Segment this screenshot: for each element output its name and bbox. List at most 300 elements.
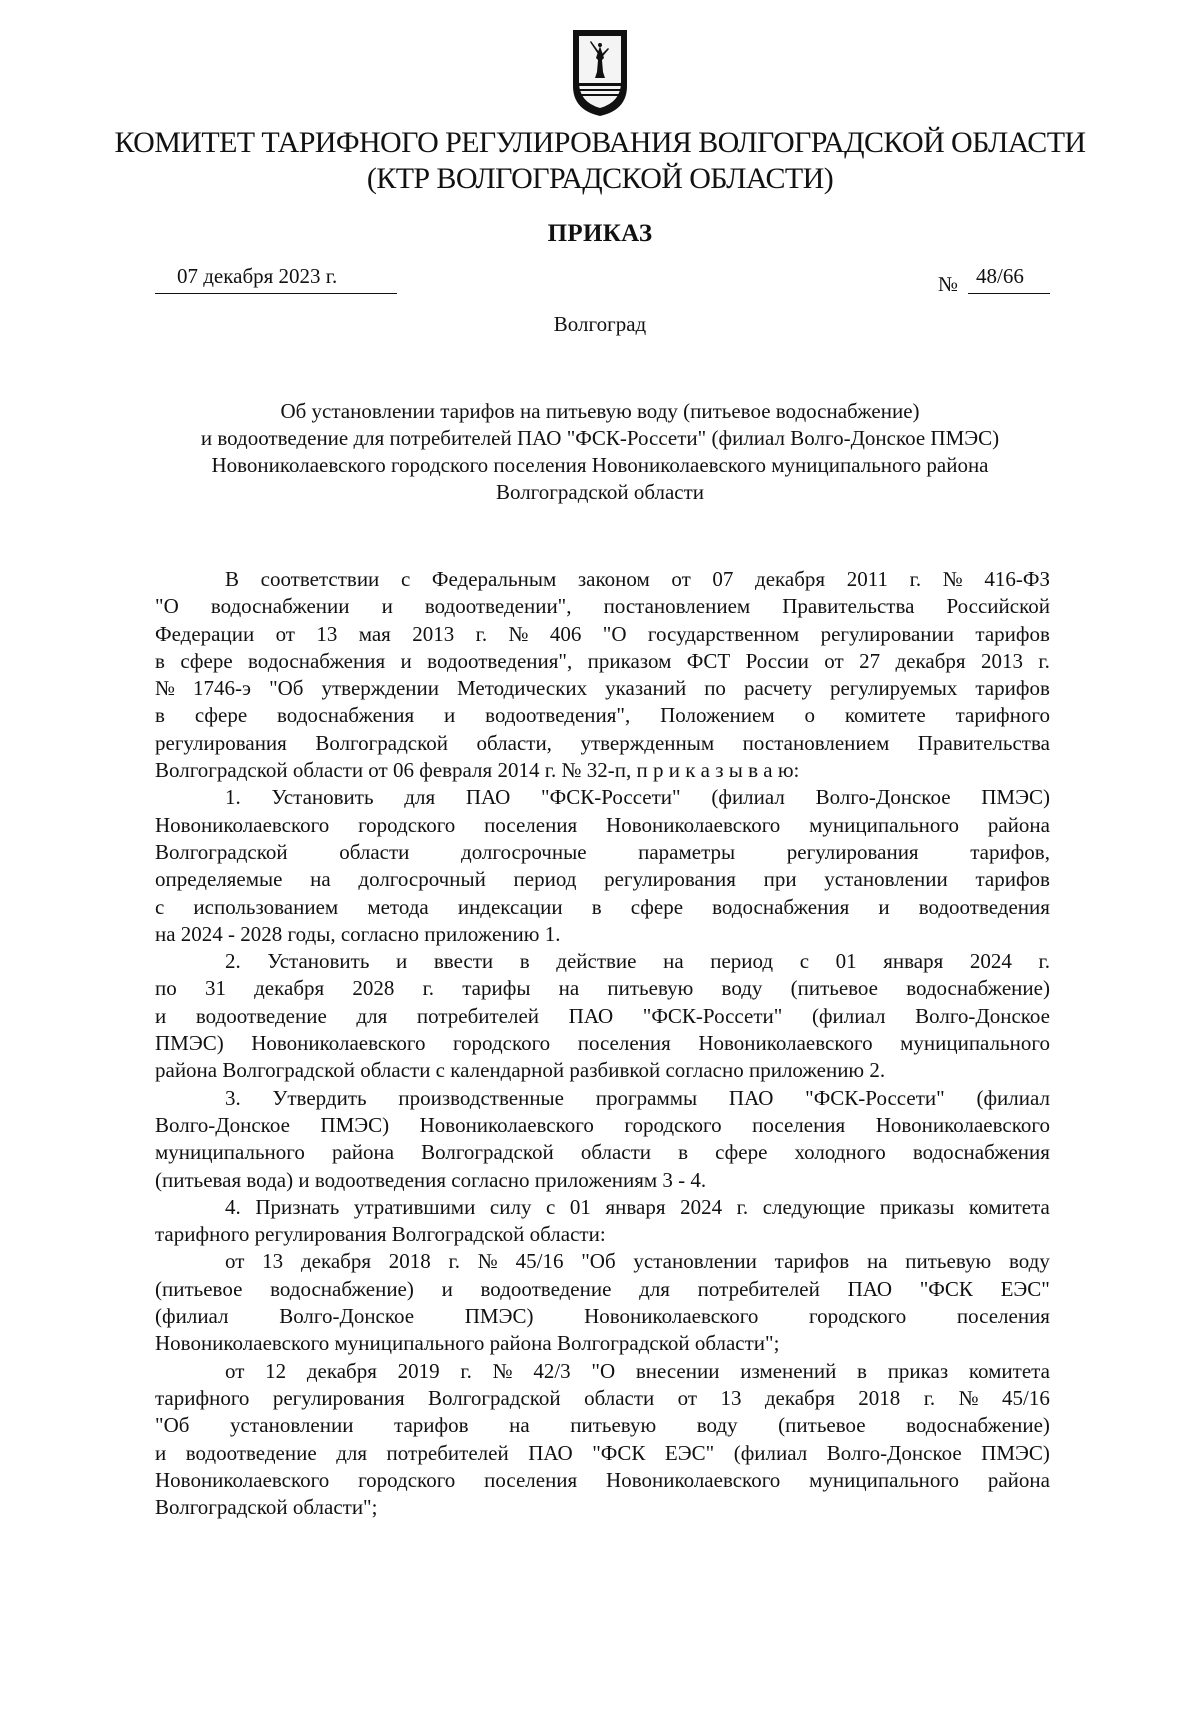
body-word: Новониколаевского [584,1304,759,1329]
body-line [155,839,1050,866]
body-word: 31 [204,976,226,1001]
body-word: № [942,567,963,591]
body-word: городского [358,1467,456,1492]
body-word: утверждении [321,676,440,701]
body-word: (филиал [711,785,785,810]
body-word: г. [1038,949,1050,974]
body-word: декабря [755,567,826,591]
body-word: поселения [956,1304,1050,1329]
body-word: по [704,676,726,701]
body-word: 416-ФЗ [984,567,1050,591]
body-word: 2011 [846,567,888,591]
body-word: Волго-Донское [279,1304,415,1329]
body-word: Новониколаевского [251,1031,426,1056]
body-word: "ФСК-Россети" [805,1085,945,1110]
body-word: № [508,621,529,646]
organization-abbreviation: (КТР ВОЛГОГРАДСКОЙ ОБЛАСТИ) [366,162,834,195]
body-word: Утвердить [272,1085,367,1110]
body-word: 2013 [980,648,1023,673]
body-line [155,812,1050,839]
body-word: на [310,867,331,892]
body-word: Правительства [917,730,1050,755]
body-word: водоотведение [480,1276,612,1301]
body-word: водоснабжение) [906,976,1050,1001]
body-word: муниципального [900,1031,1050,1056]
body-word: Волгоградской [155,839,288,864]
body-word: Положением [660,703,775,728]
body-line [155,702,1050,729]
body-word: ПМЭС) [155,1031,224,1056]
body-word: (филиал [811,1003,886,1028]
body-word: г. [1038,648,1050,673]
body-word: (питьевое [778,1413,866,1438]
body-word: 406 [549,621,582,646]
body-line [155,1467,1050,1494]
body-word: государственном [647,621,800,646]
body-word: в [591,894,602,919]
body-word: муниципального [809,1467,959,1492]
body-word: сфере [180,648,233,673]
body-word: с [799,949,810,974]
body-word: Волго-Донское [915,1003,1050,1028]
body-word: 13 [720,1385,742,1410]
body-word: о [804,703,816,728]
body-word: 01 [569,1194,591,1219]
body-word: приказы [879,1194,955,1219]
body-word: области [580,1140,652,1165]
body-line-text: на 2024 - 2028 годы, согласно приложению 1. [155,921,561,946]
body-word: января [605,1194,666,1219]
body-word: регулирования [155,730,287,755]
body-word: декабря [300,1249,371,1274]
body-line [155,1221,1050,1248]
body-word: тарифного [955,703,1050,728]
body-word: Волго-Донское [155,1112,290,1137]
body-word: "О [602,621,627,646]
body-line [155,1330,1050,1357]
body-word: от [677,1385,698,1410]
body-word: водоотведения", [485,703,631,728]
body-line [155,1112,1050,1139]
body-word: питьевую [570,1413,657,1438]
body-word: параметры [638,839,736,864]
body-word: г. [460,1358,472,1383]
body-word: ПМЭС) [981,785,1050,810]
body-word: № [477,1249,498,1274]
body-word: утвержденным [580,730,715,755]
body-word: метода [367,894,429,919]
body-word: Волго-Донское [826,1440,962,1465]
body-word: для [639,1276,670,1301]
body-word: тарифов [975,621,1050,646]
body-word: с [155,894,165,919]
body-word: области, [476,730,552,755]
body-line [155,894,1050,921]
body-word: действие [556,949,637,974]
body-word: тарифов [975,867,1050,892]
body-word: для [356,1003,388,1028]
body-word: регулировании [820,621,955,646]
body-line [155,757,1050,784]
body-word: в [678,1140,688,1165]
body-word: января [883,949,944,974]
body-word: и [381,594,393,619]
body-line [155,1030,1050,1057]
body-word: в [519,949,530,974]
body-word: № [958,1385,979,1410]
body-line [155,1248,1050,1275]
body-word: указаний [605,676,687,701]
body-word: следующие [762,1194,866,1219]
body-word: Признать [255,1194,340,1219]
body-word: водоснабжения [912,1140,1050,1165]
body-word: тарифов [774,1249,850,1274]
body-line [155,566,1050,593]
body-word: Волгоградской [428,1385,561,1410]
body-word: тарифов [394,1413,469,1438]
body-word: (филиал [155,1304,229,1329]
body-line [155,648,1050,675]
body-word: В [225,567,240,591]
body-line [155,1139,1050,1166]
body-word: декабря [306,1358,377,1383]
body-word: 12 [265,1358,287,1383]
body-word: потребителей [386,1440,509,1465]
body-word: установлении [824,867,948,892]
body-word: Российской [946,594,1050,619]
body-word: установлении [230,1413,354,1438]
body-word: сфере [715,1140,768,1165]
body-line [155,593,1050,620]
body-word: Новониколаевского [875,1112,1050,1137]
body-word: водоснабжении [210,594,350,619]
body-word: на [663,949,684,974]
body-word: водоснабжение) [270,1276,414,1301]
body-line [155,948,1050,975]
body-word: поселения [484,812,578,837]
body-line [155,1385,1050,1412]
body-line [155,866,1050,893]
body-line-text: Новониколаевского муниципального района Волгоградской области"; [155,1331,780,1356]
body-word: декабря [895,648,966,673]
organization-name: КОМИТЕТ ТАРИФНОГО РЕГУЛИРОВАНИЯ ВОЛГОГРАДСКОЙ ОБЛАСТИ [114,126,1086,159]
document-number: 48/66 [968,264,1050,294]
body-line [155,1303,1050,1330]
body-word: долгосрочный [358,867,486,892]
body-word: от [225,1249,245,1274]
body-word: потребителей [697,1276,820,1301]
body-word: в [155,703,165,728]
body-word: постановлением [603,594,751,619]
body-word: 45/16 [1002,1385,1050,1410]
body-word: потребителей [416,1003,540,1028]
body-word: и [878,894,890,919]
body-line [155,784,1050,811]
body-word: регулирования [272,1385,405,1410]
body-word: 2. [225,949,241,974]
body-word: соответствии [260,567,380,591]
body-word: установлении [633,1249,757,1274]
body-word: "Об [155,1413,190,1438]
subject-line: Об установлении тарифов на питьевую воду (питьевое водоснабжение) [280,399,920,423]
body-word: ПАО [728,1085,774,1110]
body-word: "О [155,594,179,619]
body-line [155,621,1050,648]
body-word: "ФСК [919,1276,973,1301]
body-line [155,1440,1050,1467]
body-word: на [509,1413,530,1438]
body-word: мая [358,621,391,646]
body-word: (питьевое [155,1276,243,1301]
body-word: с [400,567,411,591]
body-word: при [763,867,797,892]
body-word: и [444,703,456,728]
body-word: с [546,1194,556,1219]
body-word: Установить [267,949,370,974]
subject-line: Волгоградской области [495,480,705,504]
body-word: и [396,949,408,974]
body-word: 2024 [680,1194,723,1219]
body-word: района [987,812,1050,837]
body-word: (питьевое [790,976,878,1001]
body-word: области [339,839,410,864]
body-word: водоотведения [918,894,1050,919]
body-word: на [558,976,580,1001]
body-word: 13 [262,1249,284,1274]
body-word: Волго-Донское [815,785,951,810]
body-word: для [404,785,436,810]
body-word: постановлением [742,730,890,755]
body-line-text: тарифного регулирования Волгоградской области: [155,1222,606,1247]
body-word: 3. [225,1085,241,1110]
body-word: период [710,949,774,974]
body-word: Правительства [782,594,915,619]
body-word: водоснабжение) [906,1413,1050,1438]
body-word: водоснабжения [248,648,386,673]
body-word: Новониколаевского [606,1467,781,1492]
body-word: от [824,648,844,673]
body-word: городского [452,1031,551,1056]
body-word: от [275,621,295,646]
body-word: "Об [581,1249,616,1274]
body-word: на [866,1249,888,1274]
body-line [155,730,1050,757]
body-word: "ФСК-Россети" [541,785,681,810]
body-word: № [492,1358,513,1383]
body-word: ПАО [465,785,511,810]
body-word: Новониколаевского [155,812,330,837]
body-line-text: района Волгоградской области с календарной разбивкой согласно приложению 2. [155,1058,886,1083]
body-word: Методических [457,676,588,701]
body-word: и [155,1003,167,1028]
body-word: г. [736,1194,749,1219]
body-word: период [513,867,577,892]
body-word: воду [721,976,763,1001]
body-word: утратившими [353,1194,476,1219]
body-word: комитета [968,1194,1050,1219]
body-word: района [987,1467,1050,1492]
body-word: холодного [794,1140,886,1165]
body-word: г. [923,1385,936,1410]
body-word: водоснабжения [712,894,850,919]
body-line [155,1412,1050,1439]
body-word: поселения [752,1112,846,1137]
body-line [155,1057,1050,1084]
body-word: приказ [887,1358,949,1383]
body-word: индексации [457,894,563,919]
body-word: регулируемых [829,676,958,701]
body-word: в [155,648,165,673]
body-word: и [155,1440,167,1465]
body-line [155,975,1050,1002]
document-body [155,566,1050,1521]
body-word: Федерации [155,621,255,646]
body-word: городского [358,812,456,837]
body-word: сфере [194,703,248,728]
body-word: 42/3 [533,1358,571,1383]
body-line [155,1358,1050,1385]
body-word: водоотведение [195,1003,327,1028]
body-word: производственные [398,1085,564,1110]
body-word: программы [595,1085,698,1110]
body-word: "ФСК-Россети" [642,1003,783,1028]
body-word: и [441,1276,453,1301]
body-word: района [331,1140,395,1165]
body-word: 2013 [412,621,455,646]
body-line [155,1276,1050,1303]
document-subject [100,398,1100,506]
body-word: питьевую [905,1249,992,1274]
body-word: водоотведения", [427,648,573,673]
body-word: воду [696,1413,738,1438]
body-word: 45/16 [515,1249,564,1274]
body-word: от [671,567,691,591]
body-word: 2018 [388,1249,431,1274]
body-line [155,675,1050,702]
body-word: использованием [193,894,339,919]
body-word: Волгоградской [315,730,448,755]
body-word: ПМЭС) [464,1304,534,1329]
body-word: поселения [484,1467,578,1492]
body-word: Федеральным [431,567,557,591]
body-word: комитете [844,703,926,728]
body-word: приказом [587,648,672,673]
body-line-text: (питьевая вода) и водоотведения согласно приложениям 3 - 4. [155,1167,707,1192]
body-word: 13 [316,621,338,646]
volgograd-coat-of-arms-icon [571,28,629,118]
body-line [155,1167,1050,1194]
body-word: силу [489,1194,532,1219]
body-word: внесении [635,1358,720,1383]
body-word: тарифов, [970,839,1050,864]
body-word: муниципального [809,812,959,837]
body-word: 2018 [858,1385,901,1410]
body-word: тарифы [462,976,531,1001]
body-word: расчету [743,676,812,701]
body-word: "Об [269,676,304,701]
body-word: 1. [225,785,241,810]
body-word: № [155,676,176,701]
body-word: по [155,976,177,1001]
body-word: "О [591,1358,616,1383]
body-word: России [745,648,809,673]
body-word: городского [624,1112,722,1137]
body-word: декабря [764,1385,835,1410]
document-date: 07 декабря 2023 г. [155,264,397,294]
body-word: от [225,1358,245,1383]
body-word: "ФСК [592,1440,646,1465]
body-word: водоотведении", [424,594,572,619]
body-word: Новониколаевского [606,812,781,837]
body-word: ПМЭС) [320,1112,390,1137]
body-word: муниципального [155,1140,305,1165]
body-word: 1746-э [193,676,252,701]
body-word: 4. [225,1194,241,1219]
body-word: законом [577,567,650,591]
body-word: (филиал [733,1440,808,1465]
number-sign: № [938,272,959,296]
body-word: (филиал [976,1085,1050,1110]
body-line-text: Волгоградской области"; [155,1495,378,1520]
subject-line: Новониколаевского городского поселения Новониколаевского муниципального района [211,453,989,477]
body-word: для [336,1440,368,1465]
body-word: 2028 [352,976,395,1001]
body-word: изменений [740,1358,837,1383]
body-word: ПАО [847,1276,893,1301]
body-word: 07 [712,567,734,591]
body-word: Установить [271,785,374,810]
body-word: ПАО [568,1003,614,1028]
body-word: г. [422,976,435,1001]
body-line-text: Волгоградской области от 06 февраля 2014 г. № 32-п, п р и к а з ы в а ю: [155,758,800,783]
body-word: тарифного [155,1385,250,1410]
body-word: комитета [968,1358,1050,1383]
body-word: городского [809,1304,907,1329]
body-word: определяемые [155,867,283,892]
body-word: г. [448,1249,461,1274]
body-line [155,1494,1050,1521]
body-word: Новониколаевского [155,1467,330,1492]
body-word: ЕЭС" [1000,1276,1050,1301]
body-word: ПАО [528,1440,573,1465]
body-word: Волгоградской [421,1140,554,1165]
body-word: воду [1008,1249,1050,1274]
body-word: ЕЭС" [664,1440,715,1465]
body-word: 2019 [397,1358,440,1383]
body-word: питьевую [607,976,694,1001]
body-line [155,921,1050,948]
body-word: ПМЭС) [981,1440,1050,1465]
body-word: 2024 [969,949,1012,974]
body-word: и [400,648,412,673]
body-word: Новониколаевского [419,1112,594,1137]
body-word: Новониколаевского [698,1031,873,1056]
body-word: 01 [835,949,857,974]
body-word: декабря [254,976,325,1001]
body-word: г. [909,567,922,591]
body-word: водоснабжения [277,703,415,728]
document-city: Волгоград [553,312,647,336]
body-line [155,1085,1050,1112]
body-word: ФСТ [686,648,731,673]
body-word: тарифов [975,676,1050,701]
document-type-title: ПРИКАЗ [547,220,653,247]
body-word: сфере [630,894,684,919]
body-line [155,1194,1050,1221]
body-word: ввести [433,949,494,974]
body-word: долгосрочные [461,839,587,864]
body-word: области [584,1385,655,1410]
